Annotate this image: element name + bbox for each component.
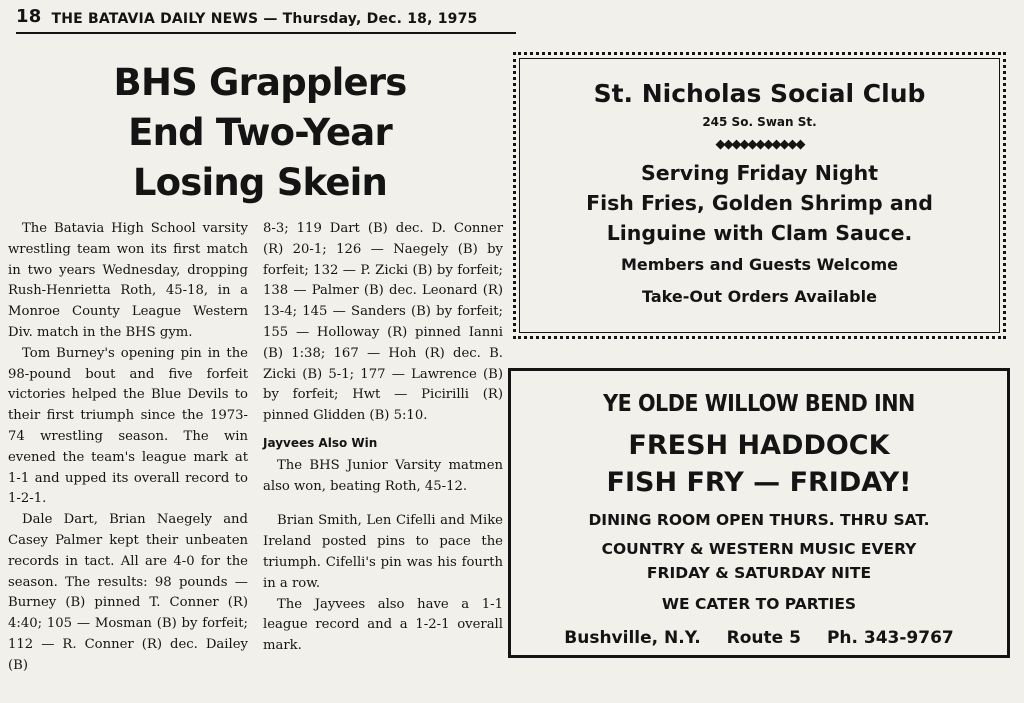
inn-headline-line: FRESH HADDOCK — [628, 430, 890, 461]
ornament-divider: ◆◆◆◆◆◆◆◆◆◆◆ — [715, 137, 804, 152]
inn-phone: Ph. 343-9767 — [826, 628, 954, 648]
inn-name: YE OLDE WILLOW BEND INN — [603, 391, 915, 417]
inn-footer — [511, 625, 1007, 651]
article-paragraph: The Jayvees also have a 1-1 league record and a 1-2-1 overall mark. — [263, 596, 503, 654]
page-number: 18 — [16, 6, 42, 27]
inn-location: Bushville, N.Y. — [564, 628, 701, 648]
inn-music-line: FRIDAY & SATURDAY NITE — [646, 564, 872, 582]
article-paragraph: Tom Burney's opening pin in the 98-pound bout and five forfeit victories helped the Blue Devils to their first triumph since the 1973-74 wrestling season. The win evened the team's league mark at 1-1 and upped its overall record to 1-2-1. — [8, 345, 248, 507]
inn-route: Route 5 — [726, 628, 801, 648]
headline-line: BHS Grapplers — [113, 61, 407, 104]
inn-headline — [511, 427, 1007, 501]
inn-headline-line: FISH FRY — FRIDAY! — [606, 467, 912, 498]
header-line: THE BATAVIA DAILY NEWS — Thursday, Dec. 18, 1975 — [51, 11, 478, 27]
article-column-2 — [263, 219, 503, 657]
inn-parties: WE CATER TO PARTIES — [661, 595, 857, 613]
headline-line: End Two-Year — [128, 111, 392, 154]
menu-line: Fish Fries, Golden Shrimp and — [586, 191, 933, 215]
menu-line: Linguine with Clam Sauce. — [606, 221, 913, 245]
article-paragraph: Dale Dart, Brian Naegely and Casey Palmer kept their unbeaten records in tact. All are 4-0 for the season. The results: 98 pounds — Burney (B) pinned T. Conner (R) 4:40; 105 — Mosman (B) by forfeit; 112 — R. Conner (R) dec. Dailey (B) — [8, 512, 248, 673]
article-headline — [80, 58, 440, 208]
club-members-note: Members and Guests Welcome — [621, 255, 898, 274]
article-subhead: Jayvees Also Win — [263, 435, 378, 450]
article-paragraph: The Batavia High School varsity wrestling team won its first match in two years Wednesday, dropping Rush-Henrietta Roth, 45-18, in a Monroe County League Western Div. match in the BHS gym. — [8, 221, 248, 340]
menu-line: Serving Friday Night — [640, 161, 879, 185]
article-column-1 — [8, 219, 248, 677]
club-advertisement — [513, 52, 1006, 339]
inn-music-line: COUNTRY & WESTERN MUSIC EVERY — [601, 540, 917, 558]
club-menu — [516, 158, 1003, 248]
article-paragraph: 8-3; 119 Dart (B) dec. D. Conner (R) 20-1; 126 — Naegely (B) by forfeit; 132 — P. Zicki (B) by forfeit; 138 — Palmer (B) dec. Leonard (R) 13-4; 145 — Sanders (B) by forfeit; 155 — Holloway (R) pinned Ianni (B) 1:38; 167 — Hoh (R) dec. B. Zicki (B) 5-1; 177 — Lawrence (B) by forfeit; Hwt — Picirilli (R) pinned Glidden (B) 5:10. — [263, 221, 503, 424]
club-address: 245 So. Swan St. — [702, 115, 817, 129]
article-paragraph: The BHS Junior Varsity matmen also won, beating Roth, 45-12. — [263, 457, 503, 494]
inn-advertisement — [508, 368, 1010, 658]
inn-dining-hours: DINING ROOM OPEN THURS. THRU SAT. — [588, 511, 930, 529]
article-paragraph: Brian Smith, Len Cifelli and Mike Ireland posted pins to pace the triumph. Cifelli's pin was his fourth in a row. — [263, 513, 503, 591]
club-takeout-note: Take-Out Orders Available — [642, 287, 877, 306]
club-title: St. Nicholas Social Club — [593, 79, 926, 108]
newspaper-header — [16, 8, 516, 34]
inn-music — [511, 537, 1007, 585]
headline-line: Losing Skein — [132, 161, 388, 204]
